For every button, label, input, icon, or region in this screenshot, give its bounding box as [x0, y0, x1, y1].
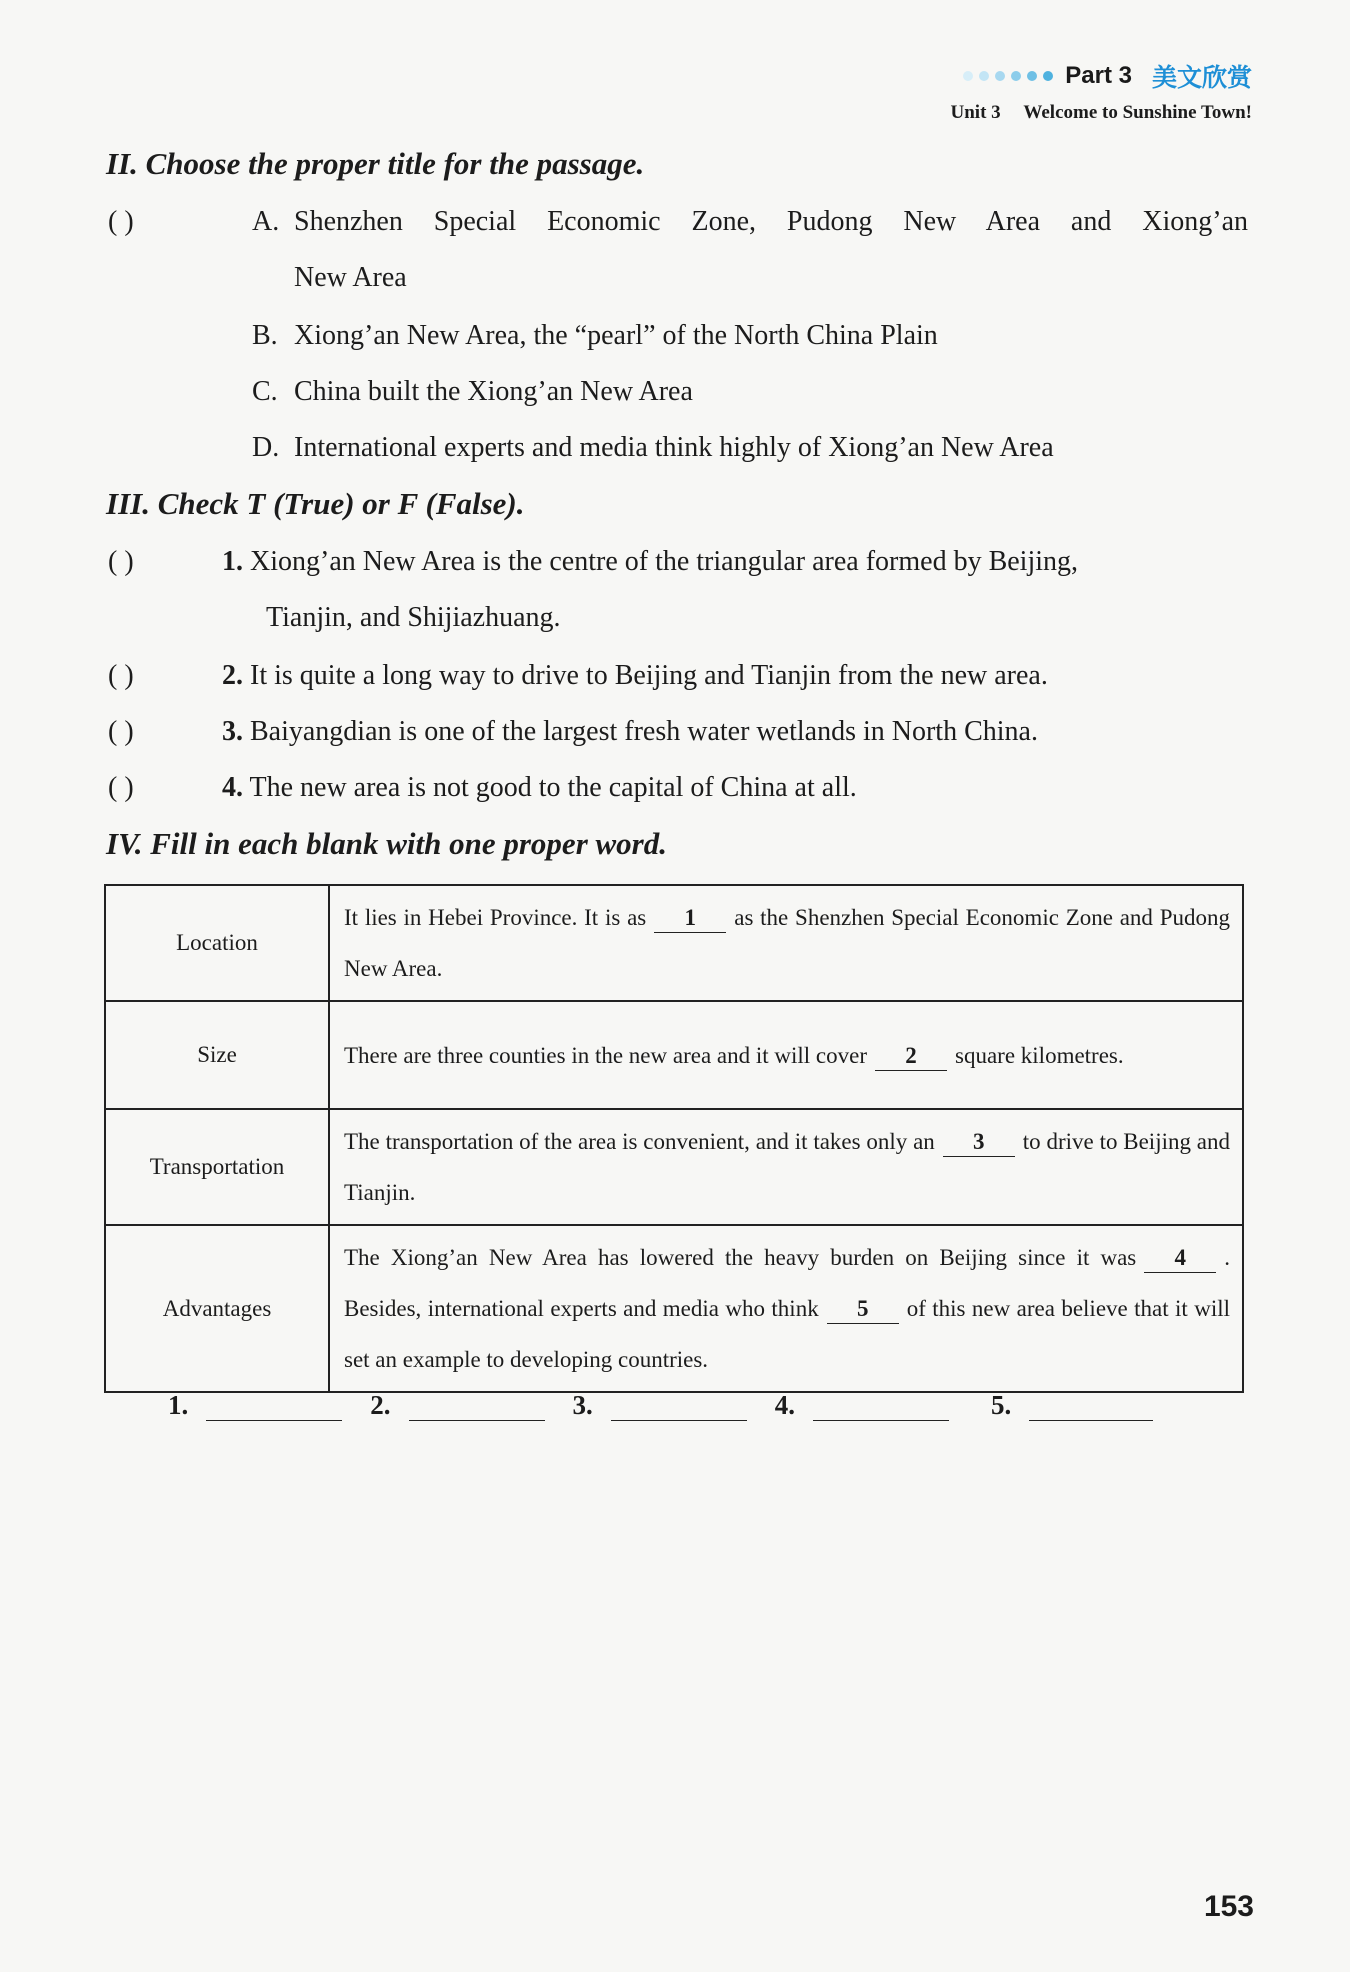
dot-icon — [1011, 71, 1021, 81]
answer-slot: 1. — [168, 1390, 342, 1421]
fill-in-table — [104, 884, 1244, 1393]
answer-slot: 4. — [775, 1390, 949, 1421]
option-b: B. Xiong’an New Area, the “pearl” of the North China Plain — [252, 320, 938, 351]
dot-icon — [979, 71, 989, 81]
dot-icon — [1027, 71, 1037, 81]
tf-item-3: 3. Baiyangdian is one of the largest fresh water wetlands in North China. — [222, 716, 1038, 747]
dot-icon — [995, 71, 1005, 81]
blank-4[interactable]: 4 — [1144, 1244, 1216, 1273]
row-content: The Xiong’an New Area has lowered the heavy burden on Beijing since it was 4 . Besides, international experts and media who think 5 of this new area believe that it will set an example to developing countries. — [329, 1225, 1243, 1392]
answer-line-2[interactable] — [409, 1394, 545, 1421]
row-header: Transportation — [105, 1109, 329, 1225]
table-row — [105, 1225, 1243, 1392]
answer-paren[interactable]: ( ) — [108, 772, 134, 803]
answer-lines — [168, 1390, 1181, 1421]
answer-line-1[interactable] — [206, 1394, 342, 1421]
answer-paren[interactable]: ( ) — [108, 716, 134, 747]
row-header: Advantages — [105, 1225, 329, 1392]
table-row — [105, 1109, 1243, 1225]
blank-5[interactable]: 5 — [827, 1295, 899, 1324]
answer-line-4[interactable] — [813, 1394, 949, 1421]
answer-line-3[interactable] — [611, 1394, 747, 1421]
blank-3[interactable]: 3 — [943, 1128, 1015, 1157]
part-chinese-title: 美文欣赏 — [1151, 63, 1252, 92]
answer-slot: 5. — [991, 1390, 1153, 1421]
option-d: D. International experts and media think highly of Xiong’an New Area — [252, 432, 1054, 463]
dot-icon — [1043, 71, 1053, 81]
table-row — [105, 885, 1243, 1001]
answer-paren[interactable]: ( ) — [108, 546, 134, 577]
unit-title: Welcome to Sunshine Town! — [1023, 102, 1252, 123]
answer-line-5[interactable] — [1029, 1394, 1153, 1421]
answer-paren[interactable]: ( ) — [108, 660, 134, 691]
answer-slot: 3. — [573, 1390, 747, 1421]
row-header: Size — [105, 1001, 329, 1109]
page-number: 153 — [1203, 1890, 1254, 1923]
blank-1[interactable]: 1 — [654, 904, 726, 933]
unit-label: Unit 3 — [950, 102, 1001, 123]
row-content: There are three counties in the new area and it will cover 2 square kilometres. — [329, 1001, 1243, 1109]
dot-icon — [963, 71, 973, 81]
row-content: It lies in Hebei Province. It is as 1 as the Shenzhen Special Economic Zone and Pudong New Area. — [329, 885, 1243, 1001]
answer-paren[interactable]: ( ) — [108, 206, 134, 237]
option-c: C. China built the Xiong’an New Area — [252, 376, 693, 407]
section-2-title: II. Choose the proper title for the passage. — [106, 146, 645, 181]
option-a: A. Shenzhen Special Economic Zone, Pudong New Area and Xiong’an — [252, 206, 1248, 237]
part-label: Part 3 — [1065, 62, 1132, 89]
row-content: The transportation of the area is convenient, and it takes only an 3 to drive to Beijing and Tianjin. — [329, 1109, 1243, 1225]
option-a-continued: New Area — [294, 262, 407, 293]
tf-item-1-continued: Tianjin, and Shijiazhuang. — [266, 602, 561, 633]
tf-item-4: 4. The new area is not good to the capital of China at all. — [222, 772, 857, 803]
table-row — [105, 1001, 1243, 1109]
decorative-dots — [963, 71, 1053, 81]
page-header — [951, 58, 1252, 124]
blank-2[interactable]: 2 — [875, 1042, 947, 1071]
tf-item-2: 2. It is quite a long way to drive to Beijing and Tianjin from the new area. — [222, 660, 1048, 691]
answer-slot: 2. — [370, 1390, 544, 1421]
section-3-title: III. Check T (True) or F (False). — [106, 486, 525, 521]
row-header: Location — [105, 885, 329, 1001]
section-4-title: IV. Fill in each blank with one proper word. — [106, 826, 667, 861]
tf-item-1: 1. Xiong’an New Area is the centre of the triangular area formed by Beijing, — [222, 546, 1079, 577]
